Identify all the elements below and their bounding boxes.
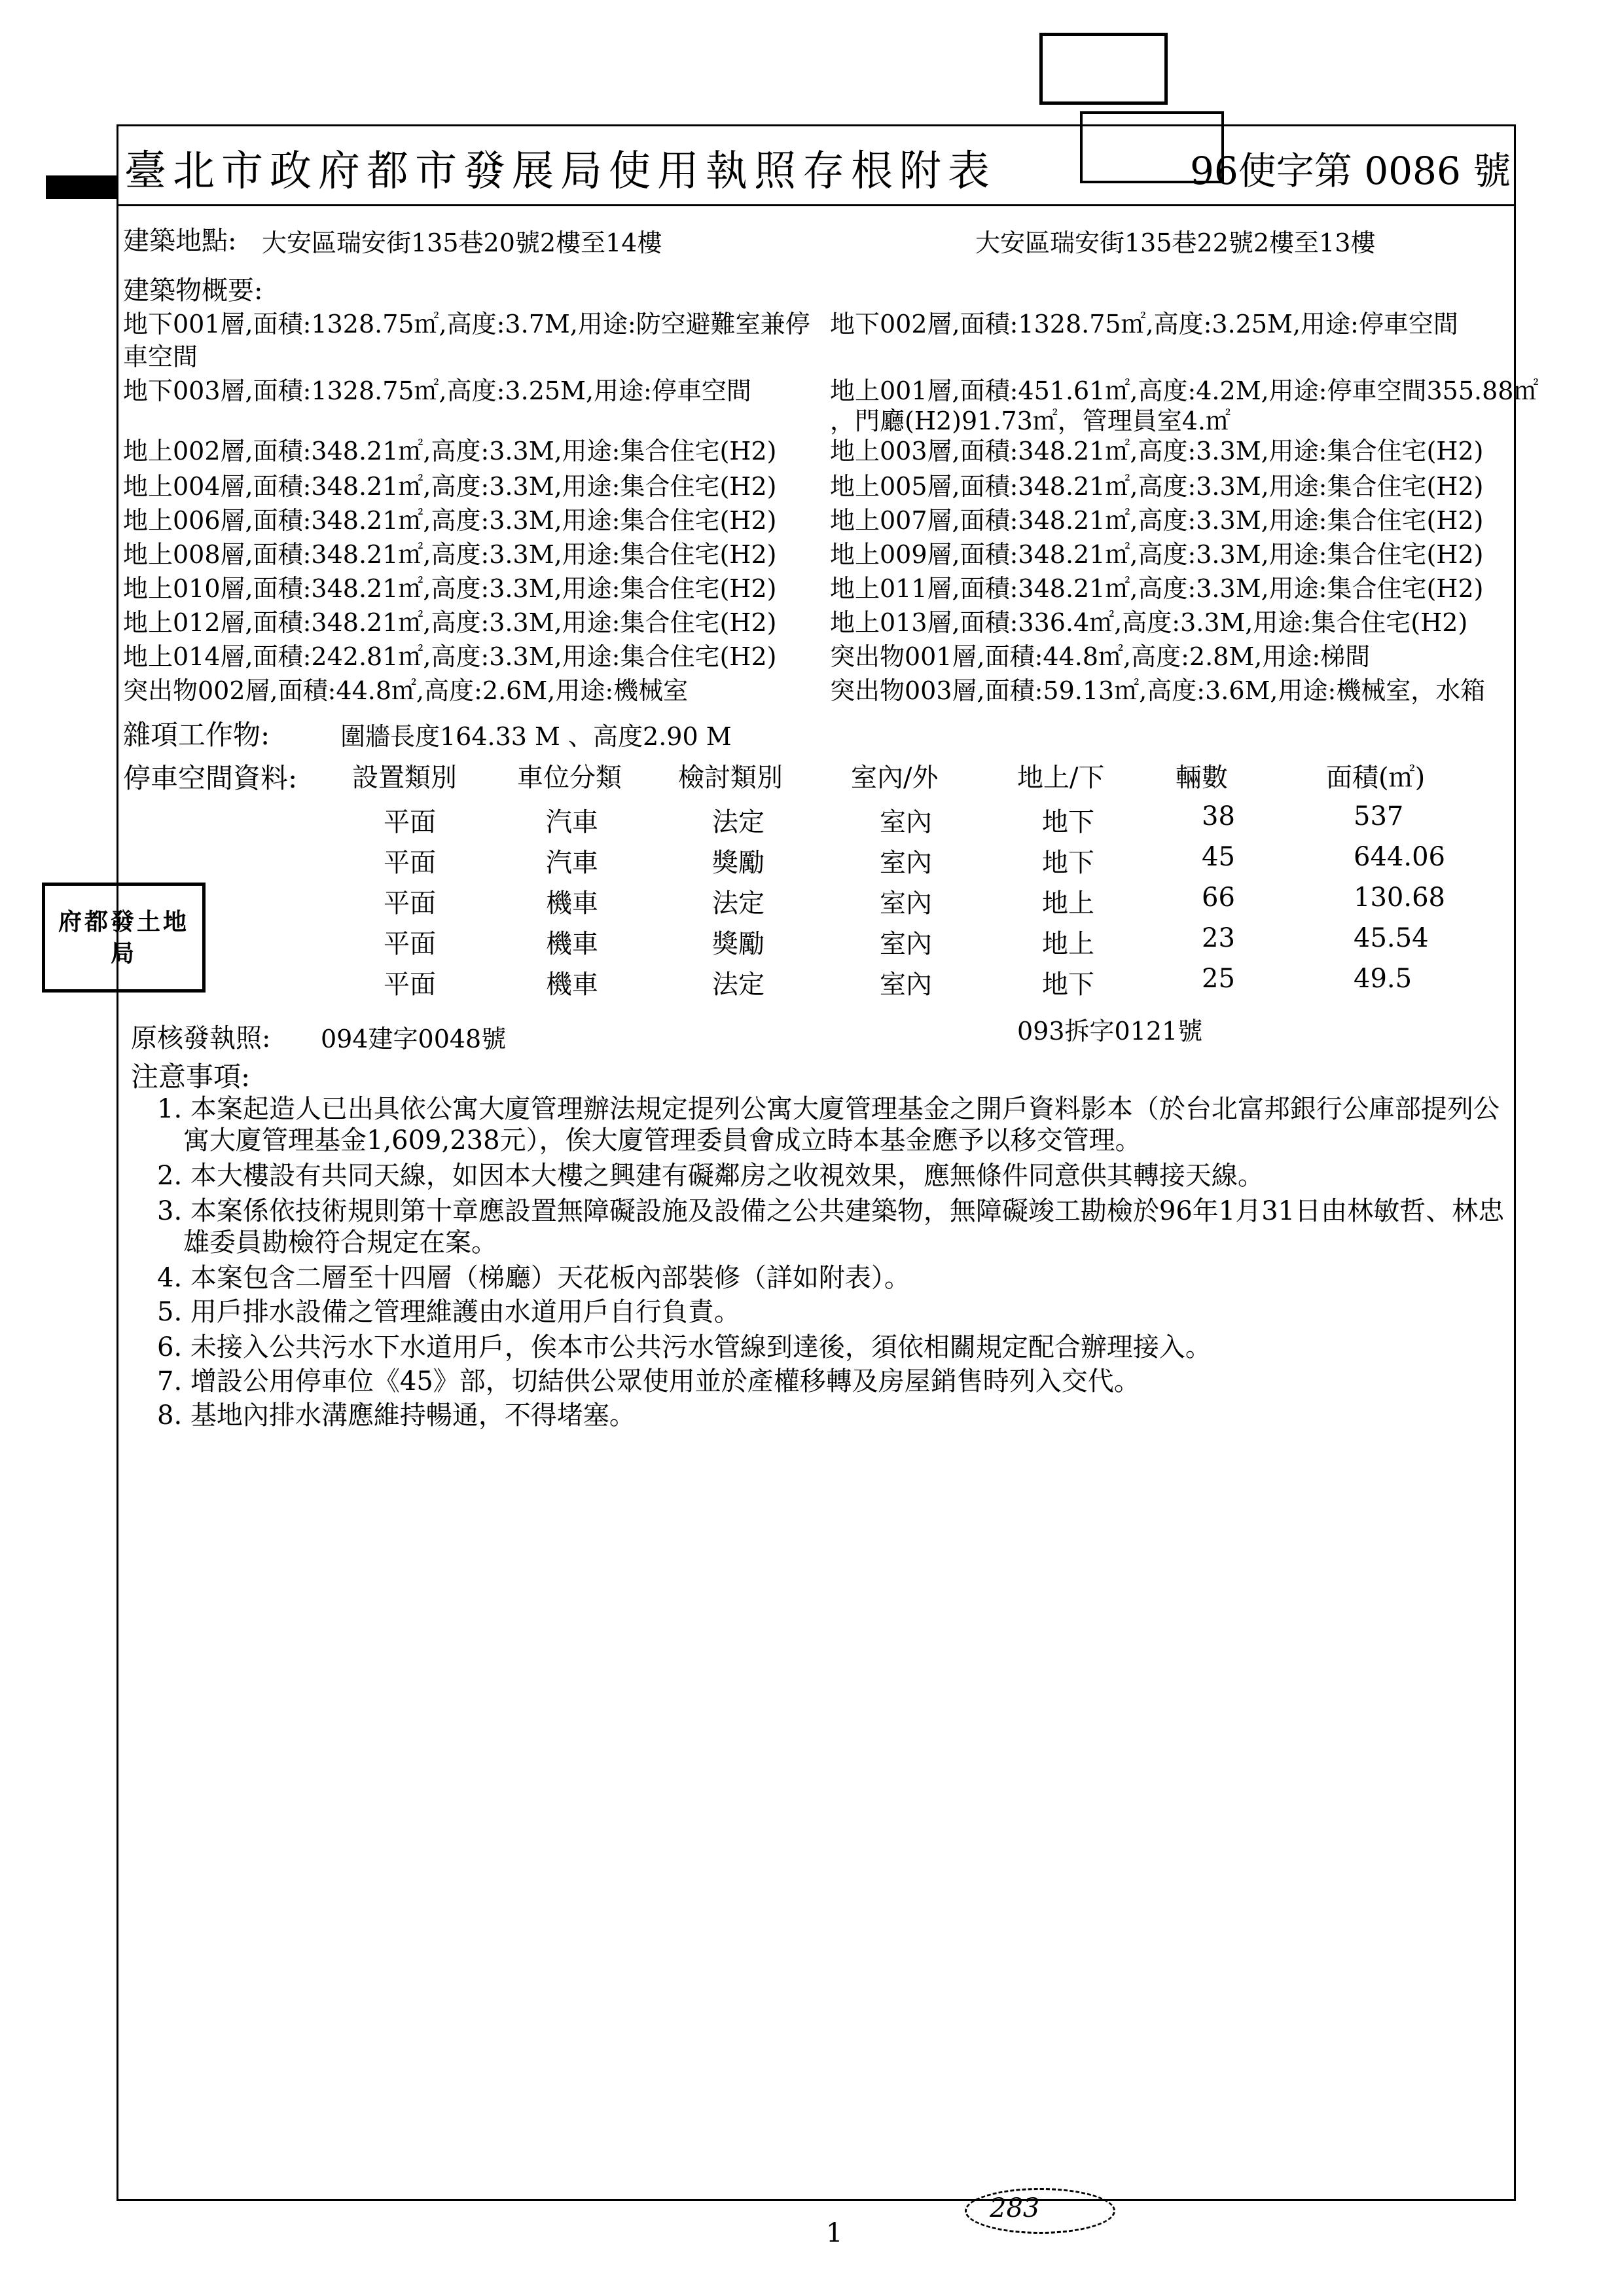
original-permit-value-1: 094建字0048號 [321, 1025, 507, 1053]
parking-cell: 644.06 [1354, 842, 1445, 872]
parking-cell: 地上 [1042, 929, 1094, 959]
parking-cell: 機車 [546, 888, 598, 919]
parking-cell: 獎勵 [712, 929, 764, 959]
parking-cell: 地上 [1042, 888, 1094, 919]
parking-cell: 法定 [712, 970, 764, 1000]
parking-header-cell: 室內/外 [851, 763, 939, 793]
overview-left-line: 地上006層,面積:348.21㎡,高度:3.3M,用途:集合住宅(H2) [123, 506, 777, 535]
parking-cell: 49.5 [1354, 964, 1412, 994]
note-line: 3. 本案係依技術規則第十章應設置無障礙設施及設備之公共建築物，無障礙竣工勘檢於96年1月31日由林敏哲、林忠 [157, 1196, 1505, 1226]
note-line: 4. 本案包含二層至十四層（梯廳）天花板內部裝修（詳如附表）。 [157, 1263, 910, 1293]
note-line: 1. 本案起造人已出具依公寓大廈管理辦法規定提列公寓大廈管理基金之開戶資料影本（於台北富邦銀行公庫部提列公 [157, 1094, 1500, 1124]
note-line: 寓大廈管理基金1,609,238元），俟大廈管理委員會成立時本基金應予以移交管理。 [183, 1125, 1142, 1156]
overview-left-line: 地上010層,面積:348.21㎡,高度:3.3M,用途:集合住宅(H2) [123, 574, 777, 603]
original-permit-value-2: 093拆字0121號 [1017, 1017, 1203, 1046]
parking-cell: 66 [1202, 883, 1235, 913]
parking-cell: 平面 [384, 888, 436, 919]
overview-left-line: 地上008層,面積:348.21㎡,高度:3.3M,用途:集合住宅(H2) [123, 540, 777, 569]
parking-cell: 機車 [546, 970, 598, 1000]
parking-header-cell: 檢討類別 [678, 763, 783, 793]
original-permit-label: 原核發執照: [131, 1023, 271, 1053]
stamp-number: 283 [990, 2193, 1040, 2223]
note-line: 7. 增設公用停車位《45》部，切結供公眾使用並於產權移轉及房屋銷售時列入交代。 [157, 1366, 1140, 1396]
left-seal-stamp [42, 883, 206, 993]
parking-cell: 室內 [880, 807, 932, 837]
parking-cell: 平面 [384, 929, 436, 959]
misc-works-label: 雜項工作物: [123, 719, 270, 751]
top-seal-stamp [1039, 33, 1168, 105]
footer-stamp-mark [965, 2188, 1115, 2234]
permit-number: 96使字第 0086 號 [1190, 149, 1511, 193]
overview-right-line: 地上005層,面積:348.21㎡,高度:3.3M,用途:集合住宅(H2) [830, 472, 1484, 501]
title-divider [117, 204, 1516, 206]
location-address-1: 大安區瑞安街135巷20號2樓至14樓 [262, 228, 662, 257]
parking-cell: 平面 [384, 807, 436, 837]
overview-left-line: 地上004層,面積:348.21㎡,高度:3.3M,用途:集合住宅(H2) [123, 472, 777, 501]
parking-cell: 38 [1202, 801, 1235, 831]
overview-left-line: 地下001層,面積:1328.75㎡,高度:3.7M,用途:防空避難室兼停 [123, 310, 810, 338]
note-line: 雄委員勘檢符合規定在案。 [183, 1228, 497, 1258]
overview-right-line: 地上011層,面積:348.21㎡,高度:3.3M,用途:集合住宅(H2) [830, 574, 1484, 603]
overview-right-line: ，門廳(H2)91.73㎡，管理員室4.㎡ [830, 407, 1231, 435]
note-line: 2. 本大樓設有共同天線，如因本大樓之興建有礙鄰房之收視效果，應無條件同意供其轉接天線。 [157, 1161, 1264, 1191]
parking-cell: 獎勵 [712, 848, 764, 878]
overview-left-line: 地上014層,面積:242.81㎡,高度:3.3M,用途:集合住宅(H2) [123, 642, 777, 671]
parking-cell: 平面 [384, 848, 436, 878]
parking-cell: 汽車 [546, 848, 598, 878]
parking-cell: 23 [1202, 923, 1235, 953]
overview-right-line: 地上009層,面積:348.21㎡,高度:3.3M,用途:集合住宅(H2) [830, 540, 1484, 569]
parking-cell: 室內 [880, 848, 932, 878]
overview-label: 建築物概要: [123, 276, 263, 306]
misc-works-value: 圍牆長度164.33 M 、高度2.90 M [340, 722, 732, 751]
document-title: 臺北市政府都市發展局使用執照存根附表 [124, 147, 996, 196]
left-seal-text: 府都發土地局 [58, 908, 189, 967]
parking-cell: 室內 [880, 888, 932, 919]
parking-cell: 室內 [880, 970, 932, 1000]
parking-cell: 地下 [1042, 970, 1094, 1000]
note-line: 8. 基地內排水溝應維持暢通，不得堵塞。 [157, 1400, 636, 1430]
note-line: 5. 用戶排水設備之管理維護由水道用戶自行負責。 [157, 1297, 740, 1327]
overview-right-line: 地上001層,面積:451.61㎡,高度:4.2M,用途:停車空間355.88㎡ [830, 376, 1539, 405]
parking-header-cell: 設置類別 [352, 763, 457, 793]
parking-cell: 130.68 [1354, 883, 1445, 913]
overview-left-line: 突出物002層,面積:44.8㎡,高度:2.6M,用途:機械室 [123, 676, 689, 705]
note-line: 6. 未接入公共污水下水道用戶，俟本市公共污水管線到達後，須依相關規定配合辦理接入。 [157, 1332, 1212, 1362]
overview-right-line: 地上007層,面積:348.21㎡,高度:3.3M,用途:集合住宅(H2) [830, 506, 1484, 535]
parking-cell: 法定 [712, 888, 764, 919]
overview-right-line: 地下002層,面積:1328.75㎡,高度:3.25M,用途:停車空間 [830, 310, 1458, 338]
parking-cell: 平面 [384, 970, 436, 1000]
overview-right-line: 地上013層,面積:336.4㎡,高度:3.3M,用途:集合住宅(H2) [830, 608, 1468, 637]
overview-left-line: 地下003層,面積:1328.75㎡,高度:3.25M,用途:停車空間 [123, 376, 751, 405]
parking-header-cell: 輛數 [1176, 763, 1228, 793]
location-address-2: 大安區瑞安街135巷22號2樓至13樓 [975, 228, 1376, 257]
overview-right-line: 突出物003層,面積:59.13㎡,高度:3.6M,用途:機械室，水箱 [830, 676, 1486, 705]
overview-left-line: 車空間 [123, 342, 198, 371]
parking-cell: 45.54 [1354, 923, 1429, 953]
overview-right-line: 地上003層,面積:348.21㎡,高度:3.3M,用途:集合住宅(H2) [830, 437, 1484, 465]
location-label: 建築地點: [123, 226, 237, 256]
parking-cell: 537 [1354, 801, 1404, 831]
parking-cell: 45 [1202, 842, 1235, 872]
left-margin-mark [46, 175, 118, 199]
parking-cell: 地下 [1042, 807, 1094, 837]
parking-header-cell: 地上/下 [1017, 763, 1105, 793]
parking-cell: 機車 [546, 929, 598, 959]
parking-cell: 室內 [880, 929, 932, 959]
overview-left-line: 地上012層,面積:348.21㎡,高度:3.3M,用途:集合住宅(H2) [123, 608, 777, 637]
parking-header-cell: 面積(㎡) [1326, 763, 1426, 793]
parking-header-cell: 車位分類 [517, 763, 622, 793]
parking-label: 停車空間資料: [123, 762, 298, 794]
title-seal-stamp [1080, 111, 1224, 183]
parking-cell: 汽車 [546, 807, 598, 837]
parking-cell: 法定 [712, 807, 764, 837]
parking-cell: 地下 [1042, 848, 1094, 878]
overview-right-line: 突出物001層,面積:44.8㎡,高度:2.8M,用途:梯間 [830, 642, 1371, 671]
parking-cell: 25 [1202, 964, 1235, 994]
notes-label: 注意事項: [131, 1061, 251, 1093]
page-number: 1 [826, 2218, 843, 2248]
overview-left-line: 地上002層,面積:348.21㎡,高度:3.3M,用途:集合住宅(H2) [123, 437, 777, 465]
